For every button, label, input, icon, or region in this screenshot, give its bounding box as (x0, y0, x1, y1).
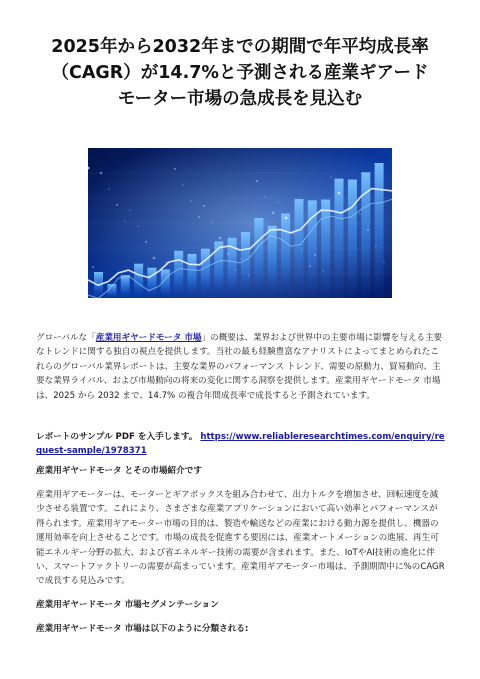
hero-sparkle (137, 225, 138, 226)
hero-sparkle (338, 192, 341, 195)
hero-sparkle (235, 269, 236, 270)
hero-sparkle (161, 273, 162, 274)
section-heading-classification: 産業用ギヤードモータ 市場は以下のように分類される: (36, 624, 249, 634)
hero-sparkle (309, 265, 310, 266)
hero-bar (375, 163, 384, 298)
hero-sparkle (277, 201, 278, 202)
market-link[interactable]: 産業用ギヤードモータ 市場 (95, 333, 202, 343)
hero-bar (254, 218, 263, 298)
hero-sparkle (314, 254, 315, 255)
growth-chart-image (88, 148, 392, 298)
hero-bar (241, 232, 250, 298)
hero-sparkle (92, 266, 93, 267)
hero-sparkle (108, 188, 109, 189)
hero-sparkle (330, 176, 331, 177)
hero-sparkle (367, 229, 368, 230)
hero-bar (174, 251, 183, 298)
hero-sparkle (272, 212, 275, 215)
hero-sparkle (203, 205, 204, 206)
hero-bar (201, 249, 210, 298)
hero-sparkle (293, 233, 294, 234)
section-intro-paragraph: 産業用ギアモーターは、モーターとギアボックスを組み合わせて、出力トルクを増加させ、回転速度を減少させる装置です。これにより、さまざまな産業アプリケーションにおいて高い効率とパフォーマンスが得られます。産業用ギアモーター市場の目的は、製造や輸送などの産業における動力源を提供し、機器の運用効率を向上させることです。市場の成長を促進する要因には、産業オートメーションの進展、再生可能エネルギー分野の拡大、および省エネルギー技術の需要が含まれます。また、IoTやAI技術の進化に伴い、スマートファクトリーの需要が高まっています。産業用ギアモーター市場は、予測期間中に%のCAGRで成長する見込みです。 (36, 490, 445, 587)
hero-sparkle (227, 253, 228, 254)
hero-sparkle (256, 180, 257, 181)
hero-sparkle (264, 196, 265, 197)
hero-sparkle (285, 217, 288, 220)
growth-chart-graphic (88, 148, 392, 298)
hero-sparkle (240, 258, 241, 259)
hero-bar (335, 179, 344, 298)
section-heading-intro: 産業用ギヤードモータ とその市場紹介です (36, 466, 202, 476)
hero-sparkle (248, 274, 249, 275)
hero-bar (295, 199, 304, 298)
hero-bar (188, 254, 197, 298)
hero-bar (121, 275, 130, 298)
hero-sparkle (124, 220, 125, 221)
hero-sparkle (346, 208, 347, 209)
hero-sparkle (322, 270, 323, 271)
hero-sparkle (129, 209, 130, 210)
hero-sparkle (375, 245, 376, 246)
hero-sparkle (145, 241, 146, 242)
hero-sparkle (211, 221, 212, 222)
hero-sparkle (166, 262, 169, 265)
hero-sparkle (359, 213, 360, 214)
hero-bar (214, 241, 223, 298)
hero-bar (348, 180, 357, 299)
hero-sparkle (190, 200, 191, 201)
hero-sparkle (198, 216, 199, 217)
hero-bar (281, 214, 290, 299)
intro-paragraph (36, 331, 446, 403)
section-heading-segmentation: 産業用ギヤードモータ 市場セグメンテーション (36, 600, 219, 610)
hero-bar (321, 200, 330, 299)
intro-post: 」の概要は、業界および世界中の主要市場に影響を与える主要なトレンドに関する独自の視点を提供します。当社の最も経験豊富なアナリストによってまとめられたこれらのグローバル業界レポートは、主要な業界のパフォーマンス トレンド、需要の原動力、貿易動向、主要な業界ライバル、および市場動向の将来の変化に関する洞察を提供します。産業用ギヤードモータ 市場は、2025 から 2032 まで、14.7% の複合年間成長率で成長すると予測されています。 (36, 333, 443, 401)
hero-sparkle (100, 172, 103, 175)
title-line-2: （CAGR）が14.7%と予測される産業ギアード (51, 63, 429, 83)
hero-sparkle (174, 168, 175, 169)
hero-sparkle (116, 204, 117, 205)
hero-sparkle (383, 261, 384, 262)
hero-sparkle (301, 249, 302, 250)
hero-sparkle (182, 184, 183, 185)
title-line-1: 2025年から2032年までの期間で年平均成長率 (51, 37, 429, 57)
page-title (36, 34, 444, 112)
title-line-3: モーター市場の急成長を見込む (117, 89, 363, 109)
intro-pre: グローバルな「 (36, 333, 96, 343)
sample-request (36, 430, 446, 459)
sample-link[interactable]: https://www.reliableresearchtimes.com/enquiry/request-sample/1978371 (36, 432, 445, 457)
sample-label: レポートのサンプル PDF を入手します。 (36, 432, 198, 442)
hero-sparkle (219, 237, 222, 240)
hero-bar (148, 268, 157, 298)
hero-sparkle (153, 257, 156, 260)
